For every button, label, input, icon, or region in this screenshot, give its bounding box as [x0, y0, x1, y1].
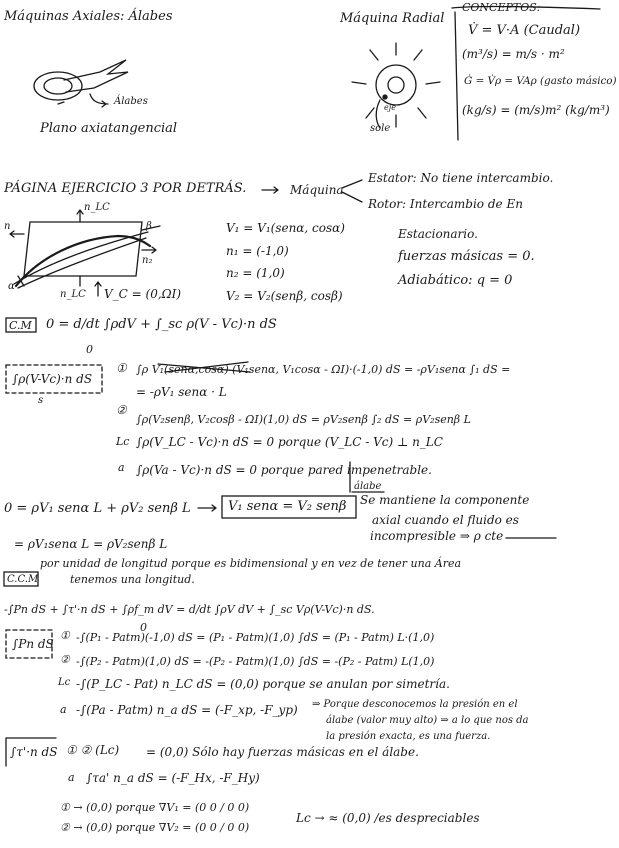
cm-zero: 0: [86, 343, 93, 356]
flux-term-2: ∫ρ(V₂senβ, V₂cosβ - ΩI)(1,0) dS = ρV₂senβ ∫₂ dS = ρV₂senβ L: [136, 413, 471, 426]
n1-definition: n₁ = (-1,0): [226, 244, 289, 258]
ccm-equation: -∫Pn dS + ∫τ'·n dS + ∫ρf_m dV = d/dt ∫ρV dV + ∫_sc Vρ(V-Vc)·n dS.: [4, 603, 375, 616]
vc-label: V_C = (0,ΩI): [104, 287, 182, 301]
conceptos-divider: [455, 12, 458, 140]
pressure-term-1: -∫(P₁ - Patm)(-1,0) dS = (P₁ - Patm)(1,0) ∫dS = (P₁ - Patm) L·(1,0): [76, 631, 435, 644]
tau-term-a-num: a: [68, 771, 75, 784]
pressure-term-2: -∫(P₂ - Patm)(1,0) dS = -(P₂ - Patm)(1,0) ∫dS = -(P₂ - Patm) L(1,0): [76, 655, 435, 668]
pressure-term-4: -∫(Pa - Patm) n_a dS = (-F_xp, -F_yp): [76, 703, 298, 717]
v1-definition: V₁ = V₁(senα, cosα): [226, 221, 345, 235]
conceptos-line-4: (kg/s) = (m/s)m² (kg/m³): [462, 103, 610, 117]
tau-zero-2: ② → (0,0) porque ∇V₂ = (0 0 / 0 0): [60, 821, 250, 834]
result-eq: 0 = ρV₁ senα L + ρV₂ senβ L: [4, 501, 191, 516]
conceptos-line-2: (m³/s) = m/s · m²: [462, 47, 565, 61]
per-length-eq: = ρV₁senα L = ρV₂senβ L: [14, 537, 168, 551]
pressure-term-4-note-1: ⇒ Porque desconocemos la presión en el: [312, 699, 518, 710]
result-boxed: V₁ senα = V₂ senβ: [228, 499, 347, 514]
alpha-label: α: [8, 281, 15, 292]
n-lc-top-label: n_LC: [84, 202, 110, 213]
flux-box-sub: s: [38, 395, 44, 406]
per-length-note-1: por unidad de longitud porque es bidimensional y en vez de tener una Área: [40, 557, 462, 570]
result-note-3: incompresible ⇒ ρ cte: [370, 529, 504, 543]
axial-title: Máquinas Axiales: Álabes: [4, 9, 173, 24]
flux-term-3: ∫ρ(V_LC - Vc)·n dS = 0 porque (V_LC - Vc) ⊥ n_LC: [136, 435, 443, 449]
conceptos-title: CONCEPTOS:: [462, 1, 541, 14]
pressure-term-4-note-3: la presión exacta, es una fuerza.: [326, 731, 491, 742]
result-note-2: axial cuando el fluido es: [372, 513, 519, 527]
adiabatico-text: Adiabático: q = 0: [398, 273, 513, 288]
radial-machine-sketch: [352, 43, 440, 128]
flux-term-4: ∫ρ(Va - Vc)·n dS = 0 porque pared impenetrable.: [136, 463, 432, 477]
n-left-label: n: [4, 221, 11, 232]
flux-box-text: ∫ρ(V-Vc)·n dS: [12, 372, 93, 386]
estator-label: Estator: No tiene intercambio.: [368, 171, 554, 185]
tau-term-a: ∫τa' n_a dS = (-F_Hx, -F_Hy): [86, 771, 260, 785]
blade-diagram: [10, 210, 160, 296]
flux-term-4-num: a: [118, 461, 125, 474]
n2-definition: n₂ = (1,0): [226, 266, 285, 280]
result-note-1: Se mantiene la componente: [360, 493, 530, 507]
pressure-term-3: -∫(P_LC - Pat) n_LC dS = (0,0) porque se anulan por simetría.: [76, 677, 450, 691]
n2-label: n₂: [142, 255, 153, 266]
tau-box-text: ∫τ'·n dS: [10, 745, 58, 759]
per-length-note-2: tenemos una longitud.: [70, 573, 195, 586]
fuerzas-text: fuerzas másicas = 0.: [398, 249, 535, 264]
exercise-title: PÁGINA EJERCICIO 3 POR DETRÁS.: [4, 181, 247, 196]
cm-label: C.M: [9, 319, 32, 332]
flux-term-3-num: Lc: [116, 435, 130, 448]
pressure-box-text: ∫Pn dS: [12, 637, 54, 651]
pressure-term-4-note-2: álabe (valor muy alto) ⇒ a lo que nos da: [326, 715, 529, 726]
v2-definition: V₂ = V₂(senβ, cosβ): [226, 289, 343, 303]
n-lc-bottom-label: n_LC: [60, 289, 86, 300]
flux-term-2-num: ②: [116, 403, 127, 417]
radial-title: Máquina Radial: [340, 11, 445, 26]
tau-lc: Lc → ≈ (0,0) /es despreciables: [296, 811, 480, 825]
tau-term-nums: ① ② (Lc): [66, 743, 120, 757]
pressure-term-2-num: ②: [60, 653, 70, 666]
sole-label: sole: [370, 123, 391, 134]
conceptos-line-1: V̇ = V·A (Caudal): [468, 23, 581, 38]
alabes-label: Álabes: [114, 96, 148, 107]
cm-equation: 0 = d/dt ∫ρdV + ∫_sc ρ(V - Vc)·n dS: [46, 317, 277, 332]
eje-label: eje: [384, 103, 396, 112]
pressure-term-1-num: ①: [60, 629, 70, 642]
rotor-label: Rotor: Intercambio de En: [368, 197, 523, 211]
flux-term-1: ∫ρ V₁(senα,cosα) (V₁senα, V₁cosα - ΩI)·(-1,0) dS = -ρV₁senα ∫₁ dS =: [136, 363, 511, 376]
pressure-term-3-num: Lc: [58, 677, 71, 688]
ccm-zero: 0: [140, 621, 147, 634]
beta-label: β: [146, 221, 152, 232]
flux-term-1-num: ①: [116, 361, 127, 375]
estacionario-text: Estacionario.: [398, 227, 478, 241]
tau-term-1: = (0,0) Sólo hay fuerzas másicas en el álabe.: [146, 745, 419, 759]
plano-label: Plano axiatangencial: [40, 121, 178, 136]
ccm-label: C.C.M: [7, 574, 39, 585]
maquina-label: Máquina: [290, 183, 344, 197]
conceptos-line-3: Ġ = V̇ρ = VAρ (gasto másico): [464, 75, 617, 87]
tau-zero-1: ① → (0,0) porque ∇V₁ = (0 0 / 0 0): [60, 801, 250, 814]
flux-term-4-sub: álabe: [354, 481, 382, 492]
flux-term-1b: = -ρV₁ senα · L: [136, 385, 227, 399]
pressure-term-4-num: a: [60, 703, 67, 716]
